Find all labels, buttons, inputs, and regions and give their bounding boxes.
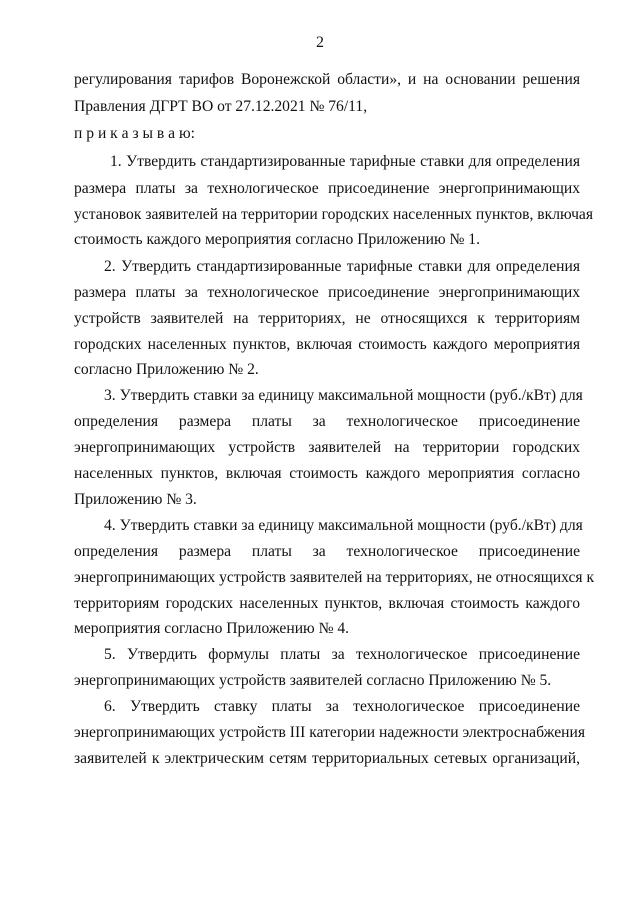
item-4-line-2: определения размера платы за технологическое присоединение [74, 543, 580, 560]
item-3-line-5: Приложению № 3. [74, 491, 197, 508]
item-1-line-4: стоимость каждого мероприятия согласно Приложению № 1. [74, 231, 480, 248]
item-3-line-4: населенных пунктов, включая стоимость каждого мероприятия согласно [74, 465, 580, 482]
item-5-line-1: 5. Утвердить формулы платы за технологическое присоединение [104, 646, 580, 663]
item-3-line-1: 3. Утвердить ставки за единицу максимальной мощности (руб./кВт) для [104, 387, 583, 404]
order-word: п р и к а з ы в а ю: [74, 125, 195, 142]
item-3-line-3: энергопринимающих устройств заявителей на территории городских [74, 439, 580, 456]
item-2-line-3: устройств заявителей на территориях, не относящихся к территориям [74, 310, 580, 327]
intro-line-1: регулирования тарифов Воронежской области», и на основании решения [74, 71, 580, 88]
item-6-line-3: заявителей к электрическим сетям территориальных сетевых организаций, [74, 750, 580, 767]
page-number: 2 [316, 34, 324, 51]
item-2-line-4: городских населенных пунктов, включая стоимость каждого мероприятия [74, 336, 580, 353]
item-2-line-2: размера платы за технологическое присоединение энергопринимающих [74, 284, 580, 301]
item-3-line-2: определения размера платы за технологическое присоединение [74, 413, 580, 430]
item-4-line-4: территориям городских населенных пунктов, включая стоимость каждого [74, 595, 580, 612]
item-4-line-5: мероприятия согласно Приложению № 4. [74, 620, 350, 637]
item-1-line-2: размера платы за технологическое присоединение энергопринимающих [74, 180, 580, 197]
item-4-line-1: 4. Утвердить ставки за единицу максимальной мощности (руб./кВт) для [104, 517, 583, 534]
item-5-line-2: энергопринимающих устройств заявителей согласно Приложению № 5. [74, 672, 552, 689]
intro-line-2: Правления ДГРТ ВО от 27.12.2021 № 76/11, [74, 98, 368, 115]
item-4-line-3: энергопринимающих устройств заявителей на территориях, не относящихся к [74, 569, 595, 586]
item-6-line-2: энергопринимающих устройств III категории надежности электроснабжения [74, 724, 585, 741]
item-2-line-1: 2. Утвердить стандартизированные тарифные ставки для определения [104, 258, 580, 275]
item-1-line-3: установок заявителей на территории городских населенных пунктов, включая [74, 206, 594, 223]
item-6-line-1: 6. Утвердить ставку платы за технологическое присоединение [104, 698, 580, 715]
item-2-line-5: согласно Приложению № 2. [74, 361, 259, 378]
item-1-line-1: 1. Утвердить стандартизированные тарифные ставки для определения [110, 153, 580, 170]
